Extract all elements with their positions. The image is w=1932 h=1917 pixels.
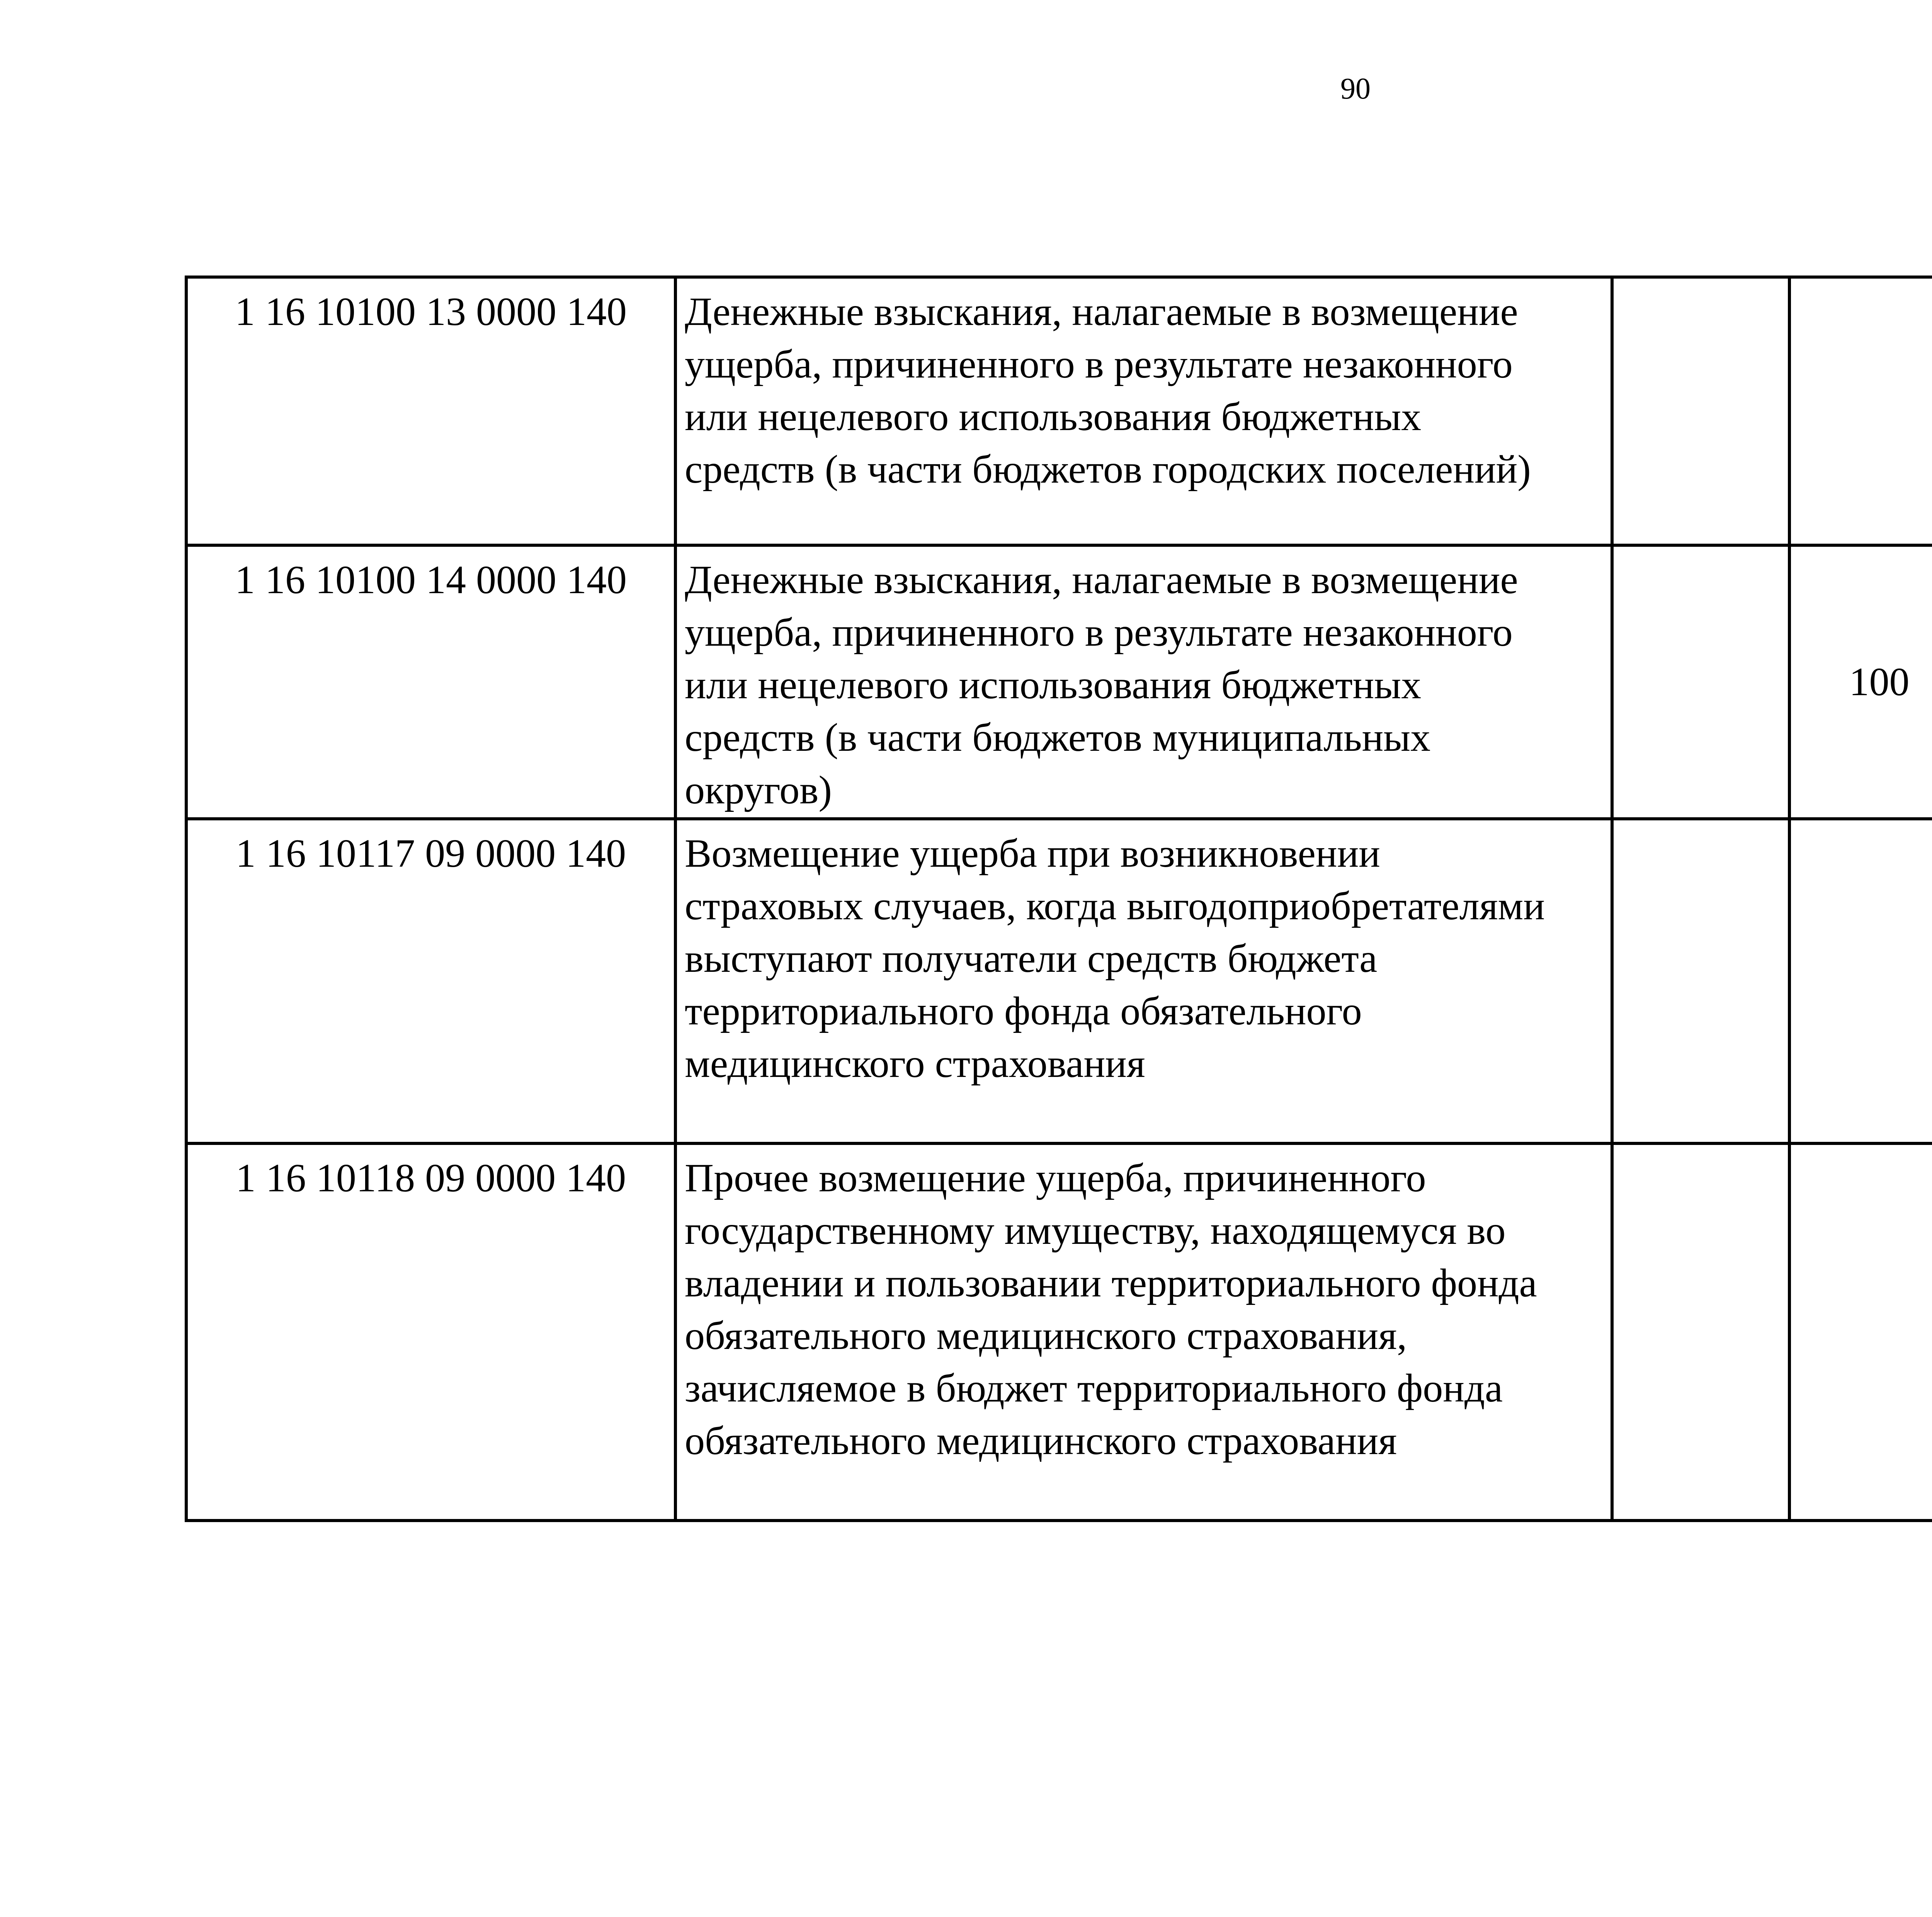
page-number: 90 <box>1340 71 1371 105</box>
value-cell <box>1612 545 1789 819</box>
table-row <box>186 545 1932 819</box>
description-cell <box>675 545 1612 819</box>
description-line: обязательного медицинского страхования <box>685 1419 1397 1463</box>
description-line: территориального фонда обязательного <box>685 989 1362 1033</box>
budget-code-cell: 1 16 10100 13 0000 140 <box>186 277 675 545</box>
budget-revenue-table <box>185 276 1932 1522</box>
description-line: Прочее возмещение ущерба, причиненного <box>685 1156 1426 1200</box>
table-row <box>186 819 1932 1143</box>
description-line: государственному имуществу, находящемуся во <box>685 1208 1506 1253</box>
value-cell <box>1789 819 1932 1143</box>
description-line: средств (в части бюджетов муниципальных <box>685 715 1431 760</box>
description-line: ущерба, причиненного в результате незаконного <box>685 342 1513 386</box>
value-cell <box>1789 1143 1932 1521</box>
description-line: Денежные взыскания, налагаемые в возмещение <box>685 558 1518 602</box>
description-line: или нецелевого использования бюджетных <box>685 395 1422 439</box>
description-line: страховых случаев, когда выгодоприобретателями <box>685 884 1545 928</box>
description-cell <box>675 1143 1612 1521</box>
budget-code-cell: 1 16 10100 14 0000 140 <box>186 545 675 819</box>
value-cell <box>1612 1143 1789 1521</box>
description-line: Возмещение ущерба при возникновении <box>685 831 1380 876</box>
description-line: медицинского страхования <box>685 1041 1145 1086</box>
description-cell <box>675 819 1612 1143</box>
value-cell <box>1789 277 1932 545</box>
description-line: зачисляемое в бюджет территориального фонда <box>685 1366 1503 1410</box>
value-cell: 100 <box>1789 545 1932 819</box>
description-line: округов) <box>685 768 832 812</box>
description-line: ущерба, причиненного в результате незаконного <box>685 610 1513 655</box>
budget-code-cell: 1 16 10118 09 0000 140 <box>186 1143 675 1521</box>
description-line: владении и пользовании территориального фонда <box>685 1261 1537 1305</box>
description-line: выступают получатели средств бюджета <box>685 936 1378 981</box>
table-row <box>186 1143 1932 1521</box>
description-cell <box>675 277 1612 545</box>
table-row <box>186 277 1932 545</box>
value-cell <box>1612 277 1789 545</box>
description-line: Денежные взыскания, налагаемые в возмещение <box>685 289 1518 334</box>
budget-code-cell: 1 16 10117 09 0000 140 <box>186 819 675 1143</box>
value-cell <box>1612 819 1789 1143</box>
description-line: или нецелевого использования бюджетных <box>685 663 1422 707</box>
description-line: средств (в части бюджетов городских поселений) <box>685 447 1531 492</box>
description-line: обязательного медицинского страхования, <box>685 1313 1407 1358</box>
